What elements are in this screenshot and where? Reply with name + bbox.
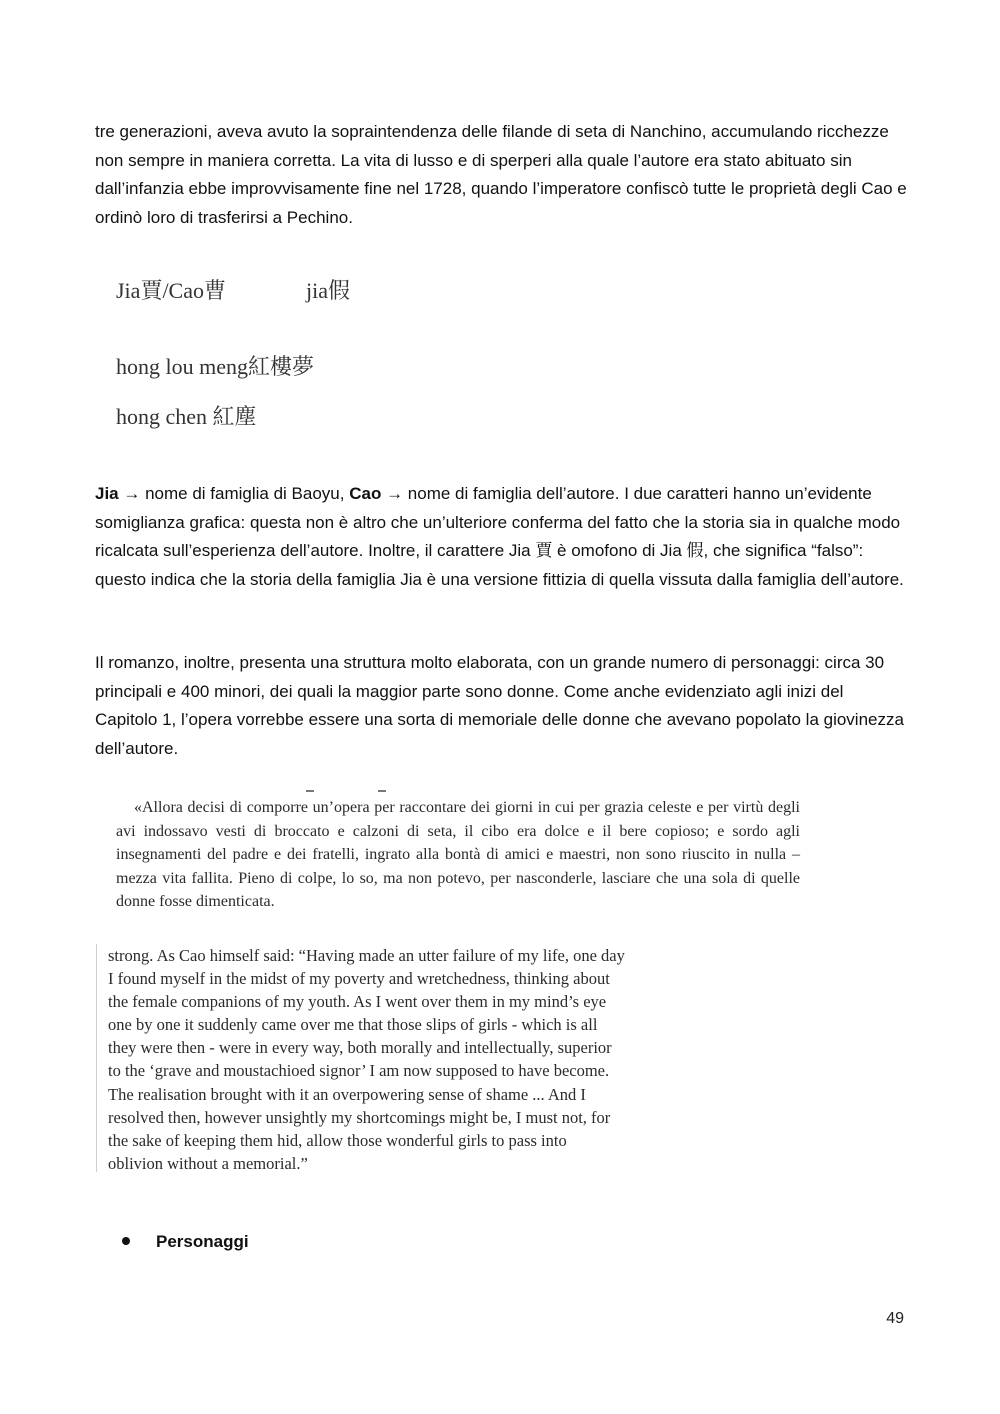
- page-number: 49: [886, 1310, 904, 1327]
- bullet-icon: [122, 1237, 130, 1245]
- quote-italian-excerpt: «Allora decisi di comporre un’opera per raccontare dei giorni in cui per grazia celeste e per virtù degli avi indossavo vesti di broccato e calzoni di seta, il cibo era dolce e il bere copioso; e sordo agli insegnamenti del padre e dei fratelli, ingrato alla bontà di amici e maestri, non sono riuscito in nulla – mezza vita fallita. Pieno di colpe, lo so, ma non potevo, per nasconderle, lasciare che una sola di quelle donne fosse dimenticata.: [116, 799, 800, 911]
- quote-line: the female companions of my youth. As I went over them in my mind’s eye: [108, 992, 607, 1012]
- quote-line: to the ‘grave and moustachioed signor’ I am now supposed to have become.: [108, 1061, 610, 1081]
- chars-hong-chen-snippet: hong chen 紅塵: [116, 404, 257, 429]
- quote-line: I found myself in the midst of my poverty and wretchedness, thinking about: [108, 969, 610, 989]
- chars-hong-lou-meng-snippet: hong lou meng紅樓夢: [116, 354, 314, 379]
- quote-line: The realisation brought with it an overpowering sense of shame ... And I: [108, 1084, 586, 1104]
- paragraph-family-history: tre generazioni, aveva avuto la sopraintendenza delle filande di seta di Nanchino, accumulando ricchezze non sempre in maniera corretta. La vita di lusso e di sperperi alla quale l’autore era stato abituato sin dall’infanzia ebbe improvvisamente fine nel 1728, quando l’imperatore confiscò tutte le proprietà degli Cao e ordinò loro di trasferirsi a Pechino.: [95, 122, 907, 227]
- quote-line: resolved then, however unsightly my shortcomings might be, I must not, for: [108, 1107, 611, 1127]
- bullet-label: Personaggi: [156, 1232, 249, 1251]
- scan-edge-marks: [290, 790, 390, 794]
- quote-line: the sake of keeping them hid, allow those wonderful girls to pass into: [108, 1130, 567, 1150]
- quote-line: oblivion without a memorial.”: [108, 1153, 308, 1173]
- cao-label: Cao: [349, 484, 382, 503]
- quote-line: they were then - were in every way, both morally and intellectually, superior: [108, 1038, 612, 1058]
- arrow-icon: →: [123, 484, 141, 503]
- paragraph-jia-cao: Jia → nome di famiglia di Baoyu, Cao → nome di famiglia dell’autore. I due caratteri hanno un’evidente somiglianza grafica: questa non è altro che un’ulteriore conferma del fatto che la storia sia in qualche modo ricalcata sull’esperienza dell’autore. Inoltre, il carattere Jia 賈 è omofono di Jia 假, che significa “falso”: questo indica che la storia della famiglia Jia è una versione fittizia di quella vissuta dalla famiglia dell’autore.: [95, 484, 904, 589]
- quote-line: one by one it suddenly came over me that those slips of girls - which is all: [108, 1015, 598, 1035]
- chars-jia-cao-snippet: Jia賈/Cao曹: [116, 278, 226, 303]
- quote-english-excerpt: [96, 944, 748, 1172]
- arrow-icon: →: [386, 484, 404, 503]
- paragraph-structure: Il romanzo, inoltre, presenta una struttura molto elaborata, con un grande numero di personaggi: circa 30 principali e 400 minori, dei quali la maggior parte sono donne. Come anche evidenziato agli inizi del Capitolo 1, l’opera vorrebbe essere una sorta di memoriale delle donne che avevano popolato la giovinezza dell’autore.: [95, 653, 904, 758]
- chars-jia-fake-snippet: jia假: [306, 278, 350, 303]
- bullet-personaggi: [122, 1232, 249, 1252]
- quote-line: strong. As Cao himself said: “Having made an utter failure of my life, one day: [108, 946, 625, 965]
- jia-label: Jia: [95, 484, 119, 503]
